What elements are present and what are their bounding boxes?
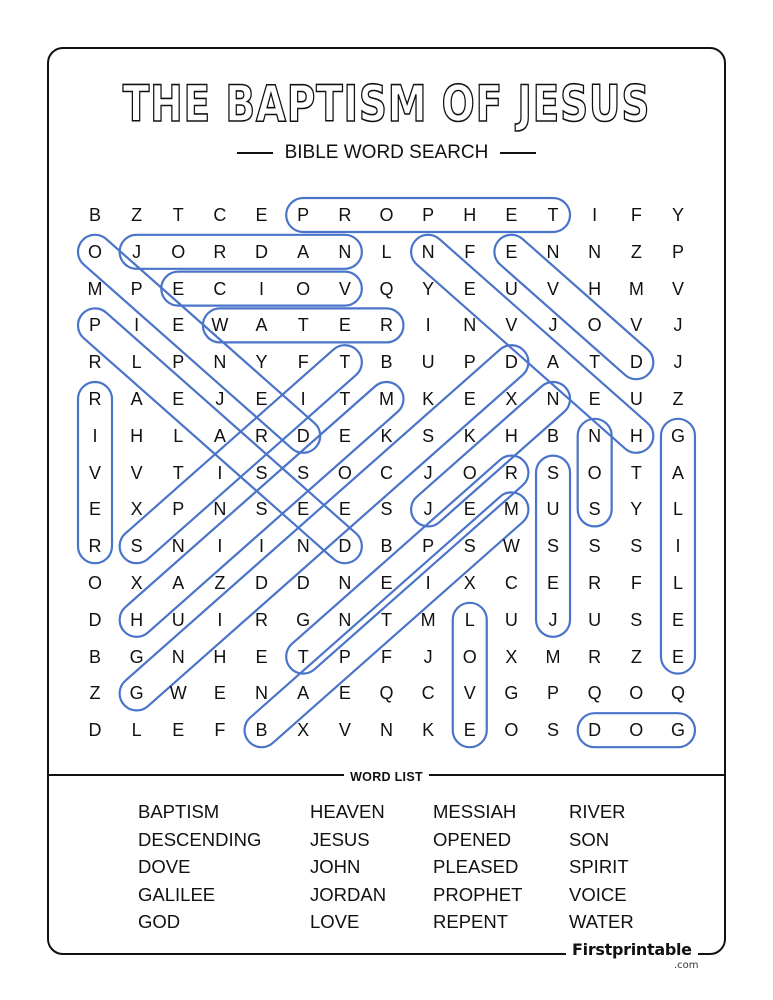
grid-cell: P bbox=[422, 205, 435, 225]
grid-cell: B bbox=[380, 352, 393, 373]
grid-cell: E bbox=[297, 499, 310, 520]
grid-cell: R bbox=[88, 389, 102, 409]
grid-cell: E bbox=[88, 499, 101, 520]
grid-cell: G bbox=[670, 425, 685, 446]
grid-cell: L bbox=[131, 720, 142, 741]
grid-cell: P bbox=[297, 205, 310, 225]
grid-cell: C bbox=[213, 278, 227, 299]
grid-cell: R bbox=[255, 609, 269, 630]
grid-cell: E bbox=[671, 609, 684, 630]
grid-cell: V bbox=[338, 720, 351, 741]
grid-cell: T bbox=[547, 205, 559, 225]
grid-cell: E bbox=[172, 389, 185, 409]
word-item: DOVE bbox=[138, 856, 191, 877]
grid-cell: H bbox=[130, 609, 144, 630]
grid-cell: I bbox=[592, 205, 598, 225]
grid-cell: N bbox=[296, 536, 310, 557]
grid-cell: S bbox=[630, 609, 643, 630]
grid-cell: O bbox=[587, 315, 602, 336]
grid-cell: E bbox=[338, 499, 351, 520]
grid-cell: R bbox=[88, 352, 102, 373]
grid-cell: H bbox=[130, 425, 144, 446]
grid-cell: D bbox=[88, 720, 102, 741]
grid-cell: E bbox=[338, 425, 351, 446]
grid-cell: O bbox=[629, 720, 644, 741]
grid-cell: E bbox=[463, 499, 476, 520]
word-list-heading bbox=[0, 766, 773, 785]
grid-cell: E bbox=[463, 389, 476, 409]
word-item: SON bbox=[569, 828, 610, 850]
grid-cell: C bbox=[421, 683, 435, 704]
grid-cell: T bbox=[297, 646, 309, 667]
grid-cell: M bbox=[87, 278, 103, 299]
grid-cell: F bbox=[464, 241, 476, 262]
grid-cell: R bbox=[213, 241, 227, 262]
grid-cell: B bbox=[88, 205, 101, 225]
word-item: MESSIAH bbox=[433, 801, 517, 822]
grid-cell: N bbox=[338, 241, 352, 262]
grid-cell: N bbox=[379, 720, 393, 741]
grid-cell: A bbox=[297, 241, 310, 262]
grid-cell: R bbox=[255, 425, 269, 446]
grid-cell: A bbox=[297, 683, 310, 704]
word-item: RIVER bbox=[569, 801, 626, 822]
grid-cell: J bbox=[548, 609, 558, 630]
grid-cell: W bbox=[211, 315, 229, 336]
grid-cell: U bbox=[504, 609, 518, 630]
grid-cell: B bbox=[255, 720, 268, 741]
grid-cell: A bbox=[547, 352, 560, 373]
grid-cell: E bbox=[255, 205, 268, 225]
grid-cell: S bbox=[547, 462, 560, 483]
grid-cell: R bbox=[588, 573, 602, 593]
grid-cell: G bbox=[504, 683, 519, 704]
grid-cell: N bbox=[213, 499, 227, 520]
grid-cell: U bbox=[504, 278, 518, 299]
grid-cell: S bbox=[547, 720, 560, 741]
grid-cell: V bbox=[130, 462, 143, 483]
grid-cell: D bbox=[629, 352, 643, 373]
grid-cell: A bbox=[255, 315, 268, 336]
grid-cell: A bbox=[213, 425, 226, 446]
grid-cell: O bbox=[462, 462, 477, 483]
grid-cell: D bbox=[255, 241, 269, 262]
grid-cell: E bbox=[380, 573, 393, 593]
word-item: SPIRIT bbox=[569, 856, 629, 877]
grid-cell: F bbox=[630, 205, 642, 225]
grid-cell: L bbox=[131, 352, 142, 373]
grid-cell: E bbox=[172, 278, 185, 299]
grid-cell: G bbox=[296, 609, 311, 630]
grid-cell: N bbox=[213, 352, 227, 373]
word-item: LOVE bbox=[310, 911, 360, 932]
grid-cell: E bbox=[255, 389, 268, 409]
grid-cell: I bbox=[425, 315, 431, 336]
grid-cell: E bbox=[588, 389, 601, 409]
grid-cell: O bbox=[87, 241, 102, 262]
word-item: VOICE bbox=[569, 883, 627, 905]
grid-cell: C bbox=[504, 573, 518, 593]
word-item: PROPHET bbox=[433, 883, 523, 905]
grid-cell: O bbox=[462, 646, 477, 667]
grid-cell: S bbox=[588, 499, 601, 520]
grid-cell: N bbox=[171, 536, 185, 557]
grid-cell: J bbox=[673, 352, 683, 373]
grid-cell: R bbox=[338, 205, 352, 225]
word-item: JORDAN bbox=[310, 883, 387, 905]
grid-cell: S bbox=[463, 536, 476, 557]
grid-cell: Q bbox=[670, 683, 685, 704]
grid-cell: L bbox=[381, 241, 392, 262]
grid-cell: P bbox=[130, 278, 143, 299]
grid-cell: P bbox=[547, 683, 560, 704]
grid-cell: D bbox=[296, 573, 310, 593]
grid-cell: U bbox=[171, 609, 185, 630]
grid-cell: H bbox=[504, 425, 518, 446]
grid-cell: C bbox=[213, 205, 227, 225]
grid-cell: J bbox=[423, 646, 433, 667]
grid-cell: Q bbox=[587, 683, 602, 704]
grid-cell: A bbox=[671, 462, 684, 483]
grid-cell: P bbox=[671, 241, 684, 262]
grid-cell: M bbox=[378, 389, 394, 409]
grid-cell: S bbox=[588, 536, 601, 557]
grid-cell: E bbox=[463, 278, 476, 299]
grid-cell: Y bbox=[422, 278, 435, 299]
grid-cell: X bbox=[130, 573, 143, 593]
grid-cell: N bbox=[588, 241, 602, 262]
grid-cell: J bbox=[673, 315, 683, 336]
grid-cell: L bbox=[672, 499, 683, 520]
word-item: JOHN bbox=[310, 856, 361, 877]
grid-cell: D bbox=[588, 720, 602, 741]
grid-cell: S bbox=[255, 499, 268, 520]
grid-cell: O bbox=[504, 720, 519, 741]
grid-cell: E bbox=[671, 646, 684, 667]
grid-cell: S bbox=[547, 536, 560, 557]
grid-cell: P bbox=[172, 499, 185, 520]
word-item: OPENED bbox=[433, 828, 512, 850]
subtitle-text: BIBLE WORD SEARCH bbox=[284, 142, 489, 163]
grid-cell: E bbox=[213, 683, 226, 704]
word-item: WATER bbox=[569, 911, 634, 932]
grid-cell: B bbox=[547, 425, 560, 446]
grid-cell: I bbox=[259, 278, 265, 299]
found-word-loop-jordan bbox=[120, 235, 362, 269]
grid-cell: E bbox=[547, 573, 560, 593]
grid-cell: U bbox=[546, 499, 560, 520]
page-title: THE BAPTISM OF JESUS bbox=[122, 75, 651, 133]
word-list-column-4 bbox=[569, 798, 634, 936]
grid-cell: V bbox=[547, 278, 560, 299]
grid-cell: M bbox=[420, 609, 436, 630]
word-item: GALILEE bbox=[138, 883, 216, 905]
grid-cell: D bbox=[255, 573, 269, 593]
grid-cell: H bbox=[463, 205, 477, 225]
brand-domain: .com bbox=[674, 960, 699, 971]
grid-cell: Y bbox=[255, 352, 268, 373]
grid-cell: E bbox=[172, 720, 185, 741]
grid-cell: N bbox=[546, 389, 560, 409]
grid-cell: Z bbox=[214, 573, 226, 593]
grid-cell: O bbox=[296, 278, 311, 299]
grid-cell: M bbox=[503, 499, 519, 520]
grid-cell: S bbox=[380, 499, 393, 520]
grid-cell: I bbox=[217, 462, 223, 483]
grid-cell: Y bbox=[671, 205, 684, 225]
grid-cell: V bbox=[88, 462, 101, 483]
grid-cell: S bbox=[130, 536, 143, 557]
word-item: REPENT bbox=[433, 911, 509, 932]
grid-cell: P bbox=[338, 646, 351, 667]
grid-cell: S bbox=[422, 425, 435, 446]
grid-cell: D bbox=[338, 536, 352, 557]
grid-cell: G bbox=[670, 720, 685, 741]
grid-cell: T bbox=[339, 389, 351, 409]
grid-cell: T bbox=[380, 609, 392, 630]
grid-cell: E bbox=[505, 241, 518, 262]
grid-cell: A bbox=[130, 389, 143, 409]
grid-cell: X bbox=[505, 389, 518, 409]
grid-cell: D bbox=[504, 352, 518, 373]
grid-cell: D bbox=[296, 425, 310, 446]
grid-cell: H bbox=[629, 425, 643, 446]
grid-cell: I bbox=[675, 536, 681, 557]
grid-cell: Z bbox=[89, 683, 101, 704]
grid-cell: Z bbox=[630, 646, 642, 667]
word-list-column-2 bbox=[310, 798, 386, 936]
grid-cell: P bbox=[172, 352, 185, 373]
grid-cell: U bbox=[629, 389, 643, 409]
grid-cell: E bbox=[172, 315, 185, 336]
grid-cell: E bbox=[505, 205, 518, 225]
grid-cell: N bbox=[588, 425, 602, 446]
grid-cell: N bbox=[171, 646, 185, 667]
grid-cell: W bbox=[502, 536, 520, 557]
grid-cell: T bbox=[297, 315, 309, 336]
grid-cell: J bbox=[423, 462, 433, 483]
word-list-column-3 bbox=[433, 798, 522, 936]
grid-cell: R bbox=[88, 536, 102, 557]
grid-cell: V bbox=[671, 278, 684, 299]
word-item: PLEASED bbox=[433, 856, 519, 877]
grid-cell: J bbox=[215, 389, 225, 409]
grid-cell: U bbox=[588, 609, 602, 630]
grid-cell: F bbox=[380, 646, 392, 667]
grid-cell: I bbox=[300, 389, 306, 409]
grid-cell: K bbox=[463, 425, 476, 446]
grid-cell: C bbox=[379, 462, 393, 483]
grid-cell: Z bbox=[131, 205, 143, 225]
grid-cell: N bbox=[338, 609, 352, 630]
grid-cell: K bbox=[380, 425, 393, 446]
grid-cell: F bbox=[214, 720, 226, 741]
grid-cell: U bbox=[421, 352, 435, 373]
grid-cell: S bbox=[630, 536, 643, 557]
grid-cell: M bbox=[628, 278, 644, 299]
grid-cell: X bbox=[130, 499, 143, 520]
grid-cell: Q bbox=[379, 278, 394, 299]
grid-cell: H bbox=[213, 646, 227, 667]
grid-cell: E bbox=[338, 683, 351, 704]
grid-cell: O bbox=[587, 462, 602, 483]
grid-cell: N bbox=[338, 573, 352, 593]
word-item: DESCENDING bbox=[138, 828, 262, 850]
grid-cell: J bbox=[423, 499, 433, 520]
grid-cell: D bbox=[88, 609, 102, 630]
brand-logo: Firstprintable bbox=[566, 940, 698, 960]
grid-cell: I bbox=[217, 609, 223, 630]
grid-cell: O bbox=[337, 462, 352, 483]
grid-cell: V bbox=[505, 315, 518, 336]
grid-cell: K bbox=[422, 389, 435, 409]
grid-cell: T bbox=[172, 205, 184, 225]
grid-cell: Y bbox=[630, 499, 643, 520]
grid-cell: X bbox=[297, 720, 310, 741]
grid-cell: W bbox=[169, 683, 187, 704]
grid-cell: V bbox=[630, 315, 643, 336]
grid-cell: L bbox=[672, 573, 683, 593]
grid-cell: E bbox=[255, 646, 268, 667]
grid-cell: F bbox=[630, 573, 642, 593]
word-item: BAPTISM bbox=[138, 801, 220, 822]
grid-cell: T bbox=[339, 352, 351, 373]
grid-cell: B bbox=[88, 646, 101, 667]
grid-cell: R bbox=[379, 315, 393, 336]
grid-cell: T bbox=[589, 352, 601, 373]
grid-cell: O bbox=[629, 683, 644, 704]
grid-cell: N bbox=[255, 683, 269, 704]
grid-cell: N bbox=[421, 241, 435, 262]
grid-cell: X bbox=[505, 646, 518, 667]
grid-cell: O bbox=[87, 573, 102, 593]
grid-cell: I bbox=[217, 536, 223, 557]
grid-cell: A bbox=[172, 573, 185, 593]
grid-cell: H bbox=[588, 278, 602, 299]
grid-cell: I bbox=[259, 536, 265, 557]
grid-cell: T bbox=[172, 462, 184, 483]
word-item: JESUS bbox=[310, 828, 370, 850]
grid-cell: L bbox=[464, 609, 475, 630]
grid-cell: F bbox=[297, 352, 309, 373]
grid-cell: Z bbox=[630, 241, 642, 262]
grid-cell: O bbox=[379, 205, 394, 225]
grid-cell: R bbox=[504, 462, 518, 483]
word-list bbox=[0, 798, 773, 938]
grid-cell: V bbox=[463, 683, 476, 704]
grid-cell: J bbox=[132, 241, 142, 262]
grid-cell: J bbox=[548, 315, 558, 336]
grid-cell: E bbox=[463, 720, 476, 741]
grid-cell: G bbox=[129, 646, 144, 667]
word-list-column-1 bbox=[138, 798, 261, 936]
word-list-label: WORD LIST bbox=[344, 770, 429, 784]
grid-cell: L bbox=[173, 425, 184, 446]
grid-cell: V bbox=[338, 278, 351, 299]
grid-cell: P bbox=[463, 352, 476, 373]
grid-cell: S bbox=[255, 462, 268, 483]
grid-cell: P bbox=[422, 536, 435, 557]
grid-cell: O bbox=[171, 241, 186, 262]
grid-cell: P bbox=[88, 315, 101, 336]
grid-cell: B bbox=[380, 536, 393, 557]
word-item: HEAVEN bbox=[310, 801, 385, 822]
word-item: GOD bbox=[138, 911, 181, 932]
grid-cell: R bbox=[588, 646, 602, 667]
grid-cell: N bbox=[463, 315, 477, 336]
grid-cell: G bbox=[129, 683, 144, 704]
grid-cell: I bbox=[425, 573, 431, 593]
grid-cell: I bbox=[134, 315, 140, 336]
grid-cell: Z bbox=[672, 389, 684, 409]
grid-cell: S bbox=[297, 462, 310, 483]
grid-cell: M bbox=[545, 646, 561, 667]
grid-cell: T bbox=[630, 462, 642, 483]
grid-cell: X bbox=[463, 573, 476, 593]
grid-cell: K bbox=[422, 720, 435, 741]
grid-cell: I bbox=[92, 425, 98, 446]
grid-cell: E bbox=[338, 315, 351, 336]
grid-cell: Q bbox=[379, 683, 394, 704]
grid-cell: N bbox=[546, 241, 560, 262]
